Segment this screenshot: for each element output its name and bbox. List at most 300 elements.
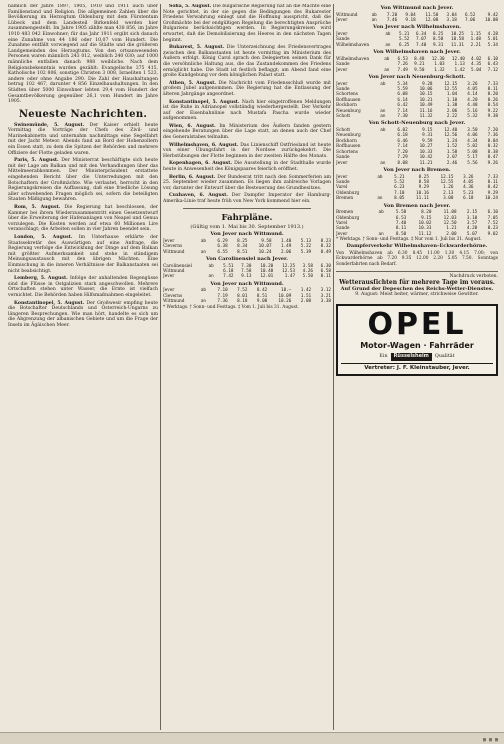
departure-time: 1.49 bbox=[281, 244, 292, 250]
departure-time: 11.08 bbox=[443, 210, 457, 216]
arr-dep: ab bbox=[371, 12, 377, 18]
departure-time: 3.12 bbox=[320, 288, 331, 294]
dampfer-text: Von Wilhelmshaven ab 6.30 8.45 11.00 1.30 4.15 7.00; von Eckwarderhörne ab 7.20 9.35 12.00 2.20 5.05 7.50. Sonntags Sonderfahrten nach Bedarf. bbox=[336, 251, 498, 267]
departure-time: 7.12 bbox=[487, 67, 498, 73]
departure-time: 6.52 bbox=[464, 12, 476, 18]
departure-time: 7.36 bbox=[487, 133, 498, 139]
station-name: Schott bbox=[336, 128, 351, 134]
news-dateline: Wilhelmshaven, 6. August. bbox=[169, 142, 239, 148]
departure-time: 10.58 bbox=[451, 37, 464, 43]
news-items bbox=[163, 4, 331, 205]
station-name: Neuenburg bbox=[336, 108, 361, 114]
departure-time: 3.50 bbox=[467, 128, 478, 134]
timetables bbox=[336, 6, 498, 237]
departure-time: 8.42 bbox=[487, 185, 498, 191]
timetable-row bbox=[336, 196, 498, 201]
timetable bbox=[163, 264, 331, 280]
departure-time: 4.05 bbox=[463, 179, 474, 185]
departure-time: 8.49 bbox=[320, 249, 331, 255]
station-name: Wilhelmshaven bbox=[336, 42, 370, 48]
departure-time: 8.47 bbox=[487, 155, 498, 161]
news-text: Die bulgarische Regierung hat an die Mächte eine Note gerichtet, in der sie gegen die Bedingungen des Bukarester Friedens Verwahrung einlegt und die Hoffnung ausspricht, daß die Großmächte bei der endgültigen Regelung die berechtigten Ansprüche Bulgariens berücksichtigen werden. In Regierungskreisen wird erwartet, daß die Demobilisierung des Heeres in den nächsten Tagen beginnt. bbox=[163, 4, 331, 43]
departure-time: 10.33 bbox=[419, 149, 433, 155]
departure-time: 12.03 bbox=[443, 215, 457, 221]
news-items bbox=[8, 123, 158, 329]
departure-time: 8.34 bbox=[237, 244, 248, 250]
station-name: Wilhelmshaven bbox=[336, 56, 370, 62]
route-title: Von Jever nach Bremen. bbox=[383, 166, 451, 173]
news-item bbox=[163, 81, 331, 98]
departure-time: 12.55 bbox=[440, 179, 454, 185]
timetable bbox=[336, 175, 498, 202]
timetable bbox=[336, 13, 498, 24]
departure-time: 8.04 bbox=[487, 138, 498, 144]
departure-time: 2.06 bbox=[446, 108, 458, 114]
departure-time: 3.18 bbox=[446, 18, 457, 23]
station-name: Varel bbox=[336, 220, 348, 226]
departure-time: 4.05 bbox=[467, 87, 478, 93]
departure-time: 12.50 bbox=[443, 220, 457, 226]
opel-plate: Rüsselsheim bbox=[391, 353, 432, 361]
timetable-note: * Werktags. † Sonn- und Festtags. ‡ Nur vom 1. Juli bis 31. August. bbox=[336, 237, 482, 243]
departure-time: 10.33 bbox=[418, 226, 432, 232]
departure-time: 2.07 bbox=[446, 155, 458, 161]
departure-time: 10.20 bbox=[260, 263, 274, 269]
news-heading: Neueste Nachrichten. bbox=[18, 108, 148, 120]
timetable bbox=[336, 57, 498, 73]
departure-time: 11.32 bbox=[419, 114, 433, 120]
departure-time: 3.26 bbox=[463, 174, 474, 180]
departure-time: 4.28 bbox=[466, 226, 478, 232]
departure-time: 7.42 bbox=[223, 274, 234, 280]
departure-time: 8.32 bbox=[487, 144, 498, 150]
route-title: Von Jever nach Neuenburg-Schott. bbox=[368, 74, 466, 81]
news-dateline: Sofia, 5. August. bbox=[169, 4, 212, 9]
departure-time: 8.26 bbox=[487, 97, 498, 103]
departure-time: 7.20 bbox=[487, 128, 498, 134]
departure-time: 9.02 bbox=[487, 231, 498, 237]
station-name: Roffhausen bbox=[336, 144, 361, 150]
departure-time: 6.53 bbox=[397, 56, 408, 62]
departure-time: 5.39 bbox=[300, 249, 312, 255]
opel-logo: OPEL bbox=[367, 306, 467, 342]
departure-time: 6.25 bbox=[399, 42, 410, 48]
departure-time: 7.40 bbox=[416, 42, 427, 48]
departure-time: 10.02 bbox=[418, 220, 432, 226]
station-name: Schott bbox=[336, 114, 351, 120]
departure-time: 8.38 bbox=[487, 149, 498, 155]
departure-time: 11.31 bbox=[451, 42, 464, 48]
departure-time: 1.42 bbox=[454, 67, 465, 73]
departure-time: 5.51 bbox=[223, 263, 234, 269]
departure-time: 1.26 bbox=[443, 185, 454, 191]
departure-time: 3.04 bbox=[446, 12, 457, 18]
route-title: Von Wilhelmshaven nach Jever. bbox=[373, 49, 461, 56]
station-name: Oldenburg bbox=[336, 215, 360, 221]
timetables bbox=[163, 232, 331, 304]
news-item bbox=[163, 124, 331, 141]
departure-time: 2.15 bbox=[466, 210, 478, 216]
station-name: Neuenburg bbox=[336, 133, 361, 139]
departure-time: 12.40 bbox=[444, 128, 458, 134]
timetable-row bbox=[336, 43, 498, 48]
departure-time: 8.51 bbox=[256, 293, 268, 299]
timetable-heading: Fahrpläne. bbox=[221, 212, 273, 223]
departure-time: 7.29 bbox=[397, 155, 408, 161]
scan-footer-text: ▦ ▦ ▦ bbox=[482, 737, 498, 743]
departure-time: 2.00 bbox=[446, 231, 457, 237]
opel-tagline: Motor-Wagen · Fahrräder bbox=[360, 340, 474, 350]
departure-time: 10.— bbox=[281, 288, 292, 294]
station-name: Bockhorn bbox=[336, 103, 357, 109]
departure-time: 9.38 bbox=[487, 114, 498, 120]
timetable-note: * Werktags. † Sonn- und Festtags. ‡ Vom 1. Juli bis 31. August. bbox=[163, 304, 299, 310]
departure-time: 2.06 bbox=[281, 249, 292, 255]
departure-time: 8.32 bbox=[320, 244, 331, 250]
opel-plate-right: Qualität bbox=[434, 353, 455, 359]
timetable-validity: (Gültig vom 1. Mai bis 30. September 1913.) bbox=[190, 223, 304, 230]
arr-dep: ab bbox=[200, 238, 207, 244]
news-text: Im Unterhause erklärte der Staatssekretär des Auswärtigen auf eine Anfrage, die Regierung verfolge die Entwicklung der Dinge auf dem Balkan mit größter Aufmerksamkeit und stehe in ständigem Meinungsaustausch mit den übrigen Mächten. Eine Einmischung in die inneren Verhältnisse der Balkanstaaten sei nicht beabsichtigt. bbox=[8, 234, 158, 274]
departure-time: 10.42 bbox=[419, 155, 433, 161]
arr-dep: an bbox=[377, 196, 383, 202]
departure-time: 1.21 bbox=[446, 226, 457, 232]
departure-time: 5.52 bbox=[399, 37, 410, 43]
arr-dep: ab bbox=[378, 210, 384, 216]
departure-time: 9.50 bbox=[414, 67, 425, 73]
timetable bbox=[336, 82, 498, 120]
departure-time: 4.14 bbox=[467, 92, 478, 98]
route-title: Von Bremen nach Jever. bbox=[383, 202, 451, 209]
news-item bbox=[163, 161, 331, 172]
news-text: Die Regierung hat beschlossen, der Kammer bei ihrem Wiederzusammentritt einen Gesetzentwurf über die Erweiterung der Hafenanlagen von Neapel und Genua vorzulegen. Die Kosten werden auf etwa 60 Millionen Lire veranschlagt; die Arbeiten sollen in vier Jahren beendet sein. bbox=[8, 205, 158, 233]
scan-footer-strip bbox=[0, 732, 504, 744]
departure-time: 2.22 bbox=[446, 114, 458, 120]
departure-time: 7.52 bbox=[237, 288, 248, 294]
station-name: Wittmund bbox=[163, 299, 185, 305]
departure-time: 11.12 bbox=[418, 231, 432, 237]
news-text: Der Bundesrat tritt nach den Sommerferien am 25. September wieder zusammen. Es liegen ihm zahlreiche Vorlagen vor, darunter der Entwurf über die Besteuerung des Grundbesitzes. bbox=[163, 174, 331, 191]
route-title: Von Wittmund nach Jever. bbox=[380, 5, 454, 11]
news-item bbox=[163, 143, 331, 160]
departure-time: 1.51 bbox=[300, 293, 312, 299]
departure-time: 1.48 bbox=[470, 37, 481, 43]
departure-time: 7.52 bbox=[487, 220, 498, 226]
news-text: Die Ausstellung in der Stadthalle wurde heute in Anwesenheit des Königspaares feierlich eröffnet. bbox=[163, 161, 331, 173]
departure-time: 9.04 bbox=[405, 12, 416, 18]
departure-time: 6.10 bbox=[487, 210, 498, 216]
station-name: Jever bbox=[163, 288, 175, 294]
station-name: Wittmund bbox=[336, 12, 358, 18]
column-right bbox=[336, 4, 498, 730]
departure-time: 8.58 bbox=[432, 37, 444, 43]
news-dateline: Swinemünde, 5. August. bbox=[14, 122, 85, 128]
departure-time: 7.07 bbox=[416, 37, 427, 43]
news-item bbox=[8, 205, 158, 233]
departure-time: 6.55 bbox=[217, 249, 228, 255]
departure-time: 9.15 bbox=[421, 215, 432, 221]
news-text: Im Ministerium des Äußern fanden gestern eingehende Beratungen über die Lage statt, an denen auch der Chef des Generalstabes teilnahm. bbox=[163, 123, 331, 141]
departure-time: 1.58 bbox=[446, 149, 458, 155]
departure-time: 10.27 bbox=[419, 144, 433, 150]
news-text: Der Dampfer Imperator der Hamburg-Amerika-Linie traf heute früh von New York kommend hier ein. bbox=[163, 193, 331, 204]
timetable-row bbox=[336, 68, 498, 73]
arr-dep: an bbox=[200, 249, 207, 255]
arr-dep: ab bbox=[208, 263, 214, 269]
departure-time: 8.08 bbox=[397, 160, 408, 166]
timetable-row bbox=[163, 250, 331, 255]
weather-forecast bbox=[336, 271, 498, 298]
departure-time: 8.54 bbox=[487, 103, 498, 109]
station-name: Sande bbox=[336, 226, 350, 232]
arr-dep: ab bbox=[380, 81, 386, 87]
departure-time: 5.58 bbox=[395, 210, 407, 216]
arr-dep: an bbox=[200, 299, 207, 305]
station-name: Varel bbox=[336, 185, 348, 191]
departure-time: 10.24 bbox=[258, 249, 272, 255]
departure-time: 5.32 bbox=[467, 114, 478, 120]
departure-time: 6.38 bbox=[217, 244, 228, 250]
departure-time: 1.13 bbox=[454, 62, 465, 68]
departure-time: 5.59 bbox=[397, 87, 408, 93]
departure-time: 8.25 bbox=[237, 238, 248, 244]
departure-time: 12.55 bbox=[444, 87, 458, 93]
departure-time: 1.24 bbox=[446, 138, 458, 144]
station-name: Sande bbox=[336, 179, 350, 185]
departure-time: 8.20 bbox=[487, 92, 498, 98]
departure-time: 11.50 bbox=[425, 12, 439, 18]
arr-dep: ab bbox=[200, 288, 207, 294]
arr-dep: an bbox=[384, 67, 390, 73]
weather-notice: Nachdruck verboten. bbox=[449, 273, 498, 279]
arr-dep: an bbox=[208, 274, 214, 280]
arr-dep: ab bbox=[377, 174, 383, 180]
station-name: Bremen bbox=[336, 210, 354, 216]
departure-time: 9.18 bbox=[405, 18, 416, 23]
departure-time: 8.58 bbox=[418, 179, 429, 185]
arr-dep: an bbox=[371, 18, 377, 23]
opel-plate-left: Ein bbox=[379, 353, 388, 359]
departure-time: 8.42 bbox=[256, 288, 268, 294]
station-name: Wittmund bbox=[163, 249, 185, 255]
station-name: Jever bbox=[336, 174, 348, 180]
timetable-row bbox=[336, 161, 498, 166]
departure-time: 8.11 bbox=[395, 226, 407, 232]
departure-time: 1.38 bbox=[446, 103, 458, 109]
departure-time: 6.18 bbox=[223, 269, 234, 274]
departure-time: 7.26 bbox=[397, 62, 408, 68]
news-item bbox=[163, 4, 331, 43]
station-name: Jever bbox=[336, 160, 348, 166]
station-name: Cleverns bbox=[163, 293, 183, 299]
departure-time: 1.52 bbox=[446, 144, 458, 150]
departure-time: 7.05 bbox=[487, 215, 498, 221]
news-dateline: Berlin, 6. August. bbox=[169, 174, 216, 180]
departure-time: 7.40 bbox=[395, 220, 407, 226]
route-title: Von Jever nach Wittmund. bbox=[210, 231, 284, 238]
arr-dep: an bbox=[380, 108, 386, 114]
departure-time: 8.11 bbox=[487, 179, 498, 185]
departure-time: 5.04 bbox=[471, 67, 482, 73]
departure-time: 7.49 bbox=[397, 67, 408, 73]
news-dateline: Rom, 5. August. bbox=[14, 205, 61, 210]
departure-time: 2.46 bbox=[446, 160, 458, 166]
departure-time: 5.01 bbox=[487, 37, 498, 43]
departure-time: 9.31 bbox=[432, 42, 444, 48]
station-name: Jever bbox=[163, 238, 175, 244]
departure-time: 6.46 bbox=[397, 138, 408, 144]
departure-time: 5.21 bbox=[394, 174, 405, 180]
station-name: Sande bbox=[336, 37, 350, 43]
departure-time: 9.29 bbox=[418, 185, 429, 191]
station-name: Oldenburg bbox=[336, 190, 360, 196]
route-title: Von Jever nach Wilhelmshaven. bbox=[373, 24, 461, 31]
departure-time: 1.15 bbox=[470, 32, 481, 37]
departure-time: 2.08 bbox=[300, 299, 312, 305]
departure-time: 10.07 bbox=[258, 244, 272, 250]
departure-time: 10.48 bbox=[260, 269, 274, 274]
departure-time: 10.09 bbox=[278, 293, 292, 299]
departure-time: 8.50 bbox=[395, 231, 407, 237]
departure-time: 8.25 bbox=[418, 174, 429, 180]
departure-time: 10.49 bbox=[419, 103, 433, 109]
departure-time: 10.15 bbox=[419, 92, 433, 98]
arr-dep: an bbox=[385, 42, 391, 48]
news-item bbox=[8, 123, 158, 157]
departure-time: 5.56 bbox=[467, 160, 478, 166]
departure-time: 6.14 bbox=[397, 97, 408, 103]
departure-time: 4.28 bbox=[487, 32, 498, 37]
departure-time: 4.34 bbox=[467, 138, 478, 144]
station-name: Roffhausen bbox=[336, 97, 361, 103]
departure-time: 5.02 bbox=[467, 144, 478, 150]
timetable bbox=[163, 288, 331, 304]
news-dateline: Lemberg, 5. August. bbox=[14, 276, 68, 282]
station-name: Schortens bbox=[336, 149, 359, 155]
departure-time: 6.42 bbox=[397, 103, 408, 109]
departure-time: 8.23 bbox=[320, 238, 331, 244]
departure-time: 8.11 bbox=[487, 87, 498, 93]
station-name: Sande bbox=[336, 155, 350, 161]
news-item bbox=[163, 100, 331, 122]
timetable bbox=[336, 32, 498, 48]
weather-source: Auf Grund der Depeschen des Reichs-Wetter-Dienstes. bbox=[340, 286, 494, 293]
departure-time: 9.28 bbox=[422, 81, 433, 87]
station-name: Jever bbox=[336, 67, 348, 73]
departure-time: 8.20 bbox=[421, 210, 432, 216]
news-item bbox=[163, 175, 331, 192]
departure-time: 1.04 bbox=[446, 92, 458, 98]
departure-time: 6.10 bbox=[487, 56, 498, 62]
station-name: Wittmund bbox=[163, 269, 185, 274]
news-text: Die Nachricht vom Friedensschluß wurde mit großem Jubel aufgenommen. Die Regierung hat die Entlassung der älteren Jahrgänge angeordnet. bbox=[163, 80, 331, 97]
departure-time: 6.08 bbox=[397, 92, 408, 98]
departure-time: 1.47 bbox=[284, 274, 296, 280]
arr-dep: ab bbox=[384, 56, 390, 62]
station-name: Jever bbox=[336, 231, 348, 237]
departure-time: 9.58 bbox=[261, 238, 272, 244]
station-name: Bockhorn bbox=[336, 138, 357, 144]
departure-time: 9.21 bbox=[414, 62, 425, 68]
departure-time: 1.03 bbox=[434, 62, 445, 68]
departure-time: 12.15 bbox=[440, 174, 454, 180]
timetable bbox=[336, 128, 498, 166]
timetable-row bbox=[336, 114, 498, 119]
arr-dep: ab bbox=[385, 32, 391, 37]
departure-time: 5.34 bbox=[487, 42, 498, 48]
departure-time: 5.34 bbox=[397, 81, 408, 87]
dampfer-title: Dampferverkehr Wilhelmshaven–Eckwarderhörne. bbox=[346, 243, 488, 250]
news-item bbox=[163, 45, 331, 79]
departure-time: 5.21 bbox=[399, 32, 410, 37]
departure-time: 7.30 bbox=[397, 114, 408, 120]
departure-time: 4.20 bbox=[467, 97, 478, 103]
route-title: Von Carolinensiel nach Jever. bbox=[206, 256, 288, 262]
departure-time: 6.23 bbox=[394, 185, 405, 191]
station-name: Sande bbox=[336, 87, 350, 93]
departure-time: 10.25 bbox=[451, 32, 464, 37]
departure-time: 5.22 bbox=[300, 244, 312, 250]
departure-time: 1.42 bbox=[300, 288, 312, 294]
departure-time: 6.30 bbox=[320, 263, 331, 269]
departure-time: 12.25 bbox=[282, 263, 296, 269]
departure-time: 9.08 bbox=[256, 299, 268, 305]
news-dateline: Wien, 6. August. bbox=[169, 123, 216, 129]
departure-time: 12.56 bbox=[444, 133, 458, 139]
census-article: nämlich der Jahre 1897, 1905, 1910 und 1911 auch über Familienstand und Religion. Die allgemeinen Zahlen über die Bevölkerung im Herzogtum Oldenburg mit dem Fürstentum Lübeck und dem Landesteil Birkenfeld werden hier zusammengestellt. Im Jahre 1905 zählte man 438 856, im Jahre 1910 483 042 Einwohner; für das Jahr 1911 ergibt sich danach eine Zunahme von 44 186 oder 10,07 vom Hundert. Die Zunahme entfällt vorwiegend auf die Städte und die größeren Landgemeinden des Herzogtums. Von den ortsanwesenden Personen waren männlich 243 012, weiblich 240 030; auf 1000 männliche entfallen danach 988 weibliche. Nach dem Religionsbekenntnis wurden gezählt: Evangelische 375 415, Katholische 102 806, sonstige Christen 3 008, Israeliten 1 523, andere oder ohne Angabe 290. Die Zahl der Haushaltungen betrug 102 467, darunter 4 856 Einzelhaushaltungen. In den Städten über 5000 Einwohner lebten 29,4 vom Hundert der Gesamtbevölkerung gegenüber 26,1 vom Hundert im Jahre 1905. bbox=[8, 4, 158, 105]
news-item bbox=[163, 193, 331, 204]
station-name: Jever bbox=[336, 81, 348, 87]
station-name: Bremen bbox=[336, 196, 354, 202]
timetable bbox=[336, 210, 498, 237]
departure-time: 7.06 bbox=[464, 18, 476, 23]
departure-time: 12.53 bbox=[282, 269, 296, 274]
departure-time: 1.10 bbox=[446, 97, 458, 103]
news-item bbox=[8, 235, 158, 274]
weather-title: Wetterausſichten für mehrere Tage im voraus. bbox=[339, 279, 495, 287]
departure-time: 7.33 bbox=[487, 174, 498, 180]
departure-time: 3.26 bbox=[467, 81, 478, 87]
departure-time: 8.11 bbox=[320, 274, 331, 280]
news-text: Der Ministerrat beschäftigte sich heute mit der Lage am Balkan und mit den Verhandlungen über das Mittelmeerabkommen. Der Ministerpräsident erstattete eingehenden Bericht über die Unterredungen mit den Botschaftern der Großmächte. Wie verlautet, herrscht in den Regierungskreisen die Auffassung, daß eine friedliche Lösung aller schwebenden Fragen möglich sei, sofern die beteiligten Staaten Mäßigung bewahren. bbox=[8, 158, 158, 203]
news-text: Der Kaiser erhielt heute Vormittag die Vorträge der Chefs des Zivil- und Marinekabinetts und unternahm nachmittags eine Segelfahrt mit der Jacht Meteor. Abends fand an Bord der Hohenzollern ein Essen statt, zu dem die Spitzen der Behörden und mehrere Offiziere der Flotte geladen waren. bbox=[8, 122, 158, 156]
departure-time: 10.08 bbox=[485, 18, 498, 23]
departure-time: 9.42 bbox=[487, 12, 498, 18]
departure-time: 11.21 bbox=[419, 160, 433, 166]
column-rule bbox=[333, 4, 334, 730]
departure-time: 4.36 bbox=[463, 185, 474, 191]
departure-time: 3.10 bbox=[466, 215, 478, 221]
departure-time: 6.34 bbox=[416, 32, 427, 37]
departure-time: 10.26 bbox=[278, 299, 292, 305]
column-left bbox=[8, 4, 158, 730]
departure-time: 8.51 bbox=[237, 249, 248, 255]
departure-time: 12.01 bbox=[260, 274, 274, 280]
departure-time: 11.11 bbox=[416, 196, 429, 202]
station-name: Jever bbox=[336, 18, 348, 23]
departure-time: 5.07 bbox=[466, 231, 478, 237]
station-name: Carolinensiel bbox=[163, 263, 192, 269]
timetable-row bbox=[336, 18, 498, 23]
news-dateline: Athen, 5. August. bbox=[169, 80, 216, 86]
timetable bbox=[163, 239, 331, 255]
departure-time: 6.18 bbox=[463, 196, 474, 202]
news-dateline: Bukarest, 5. August. bbox=[169, 45, 225, 51]
column-middle bbox=[163, 4, 331, 730]
departure-time: 1.40 bbox=[281, 238, 292, 244]
departure-time: 5.16 bbox=[467, 108, 478, 114]
departure-time: 9.59 bbox=[422, 138, 433, 144]
